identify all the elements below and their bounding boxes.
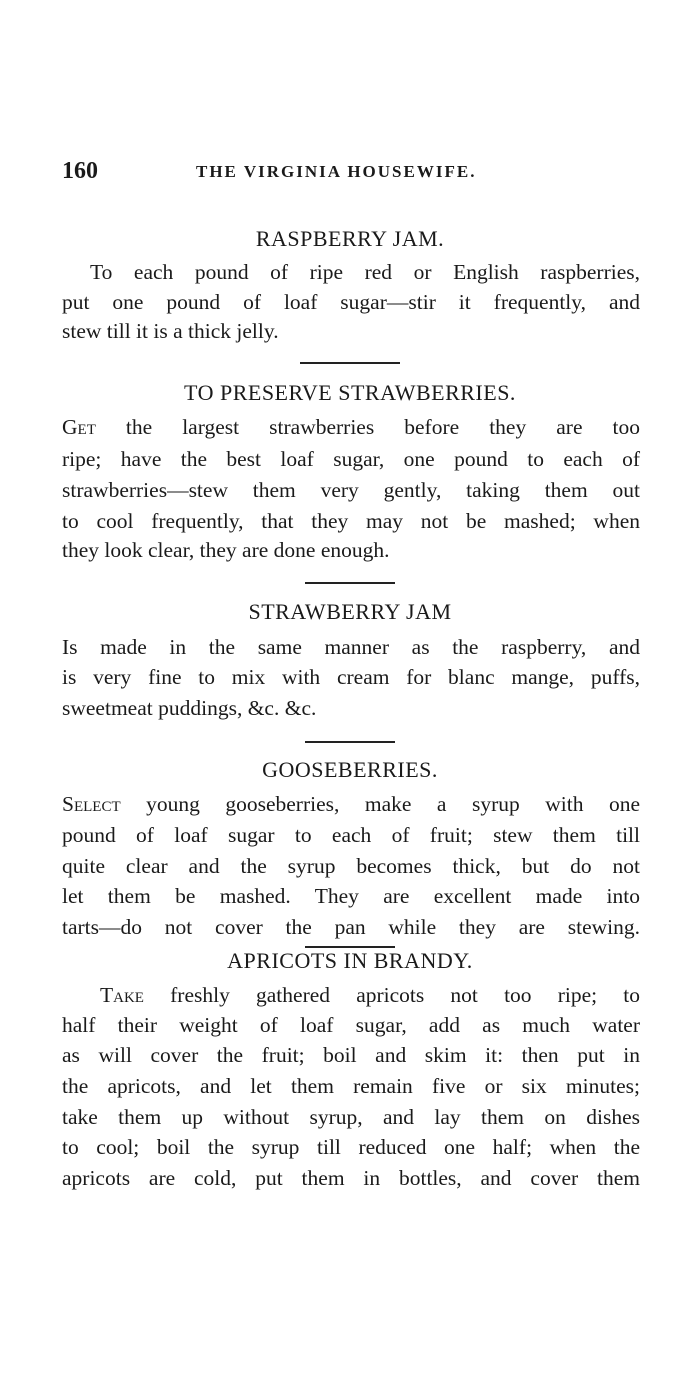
running-title: THE VIRGINIA HOUSEWIFE. xyxy=(196,162,477,181)
paragraph-line: take them up without syrup, and lay them on dishes xyxy=(62,1105,640,1129)
lead-word: Take xyxy=(100,983,144,1007)
section-title: GOOSEBERRIES. xyxy=(262,757,438,782)
paragraph-line: half their weight of loaf sugar, add as much water xyxy=(62,1013,640,1037)
section-divider xyxy=(305,741,395,743)
section-divider xyxy=(305,582,395,584)
paragraph-line: is very fine to mix with cream for blanc mange, puffs, xyxy=(62,665,640,689)
line-text: the largest strawberries before they are too xyxy=(95,415,640,439)
section-title: STRAWBERRY JAM xyxy=(248,599,452,624)
lead-word: Select xyxy=(62,792,121,816)
section-divider xyxy=(300,362,400,364)
paragraph-line: Is made in the same manner as the raspberry, and xyxy=(62,635,640,659)
line-text: young gooseberries, make a syrup with one xyxy=(120,792,640,816)
line-text: freshly gathered apricots not too ripe; to xyxy=(143,983,640,1007)
paragraph-line: ripe; have the best loaf sugar, one pound to each of xyxy=(62,447,640,471)
section-title: TO PRESERVE STRAWBERRIES. xyxy=(184,380,516,405)
paragraph-line: To each pound of ripe red or English raspberries, xyxy=(90,260,640,284)
page-number: 160 xyxy=(62,158,98,184)
paragraph-line: strawberries—stew them very gently, taking them out xyxy=(62,478,640,502)
section-title: RASPBERRY JAM. xyxy=(255,226,445,251)
paragraph-line: pound of loaf sugar to each of fruit; stew them till xyxy=(62,823,640,847)
paragraph-line: to cool; boil the syrup till reduced one half; when the xyxy=(62,1135,640,1159)
paragraph-line: put one pound of loaf sugar—stir it frequently, and xyxy=(62,290,640,314)
paragraph-line xyxy=(100,980,640,1010)
paragraph-line: sweetmeat puddings, &c. &c. xyxy=(62,696,317,720)
paragraph-line: the apricots, and let them remain five or six minutes; xyxy=(62,1074,640,1098)
paragraph-line: let them be mashed. They are excellent made into xyxy=(62,884,640,908)
paragraph-line: apricots are cold, put them in bottles, and cover them xyxy=(62,1166,640,1190)
paragraph-line xyxy=(62,412,640,442)
lead-word: Get xyxy=(62,415,96,439)
paragraph-line: to cool frequently, that they may not be mashed; when xyxy=(62,509,640,533)
paragraph-line: quite clear and the syrup becomes thick, but do not xyxy=(62,854,640,878)
paragraph-line: tarts—do not cover the pan while they are stewing. xyxy=(62,915,640,939)
paragraph-line: as will cover the fruit; boil and skim it: then put in xyxy=(62,1043,640,1067)
paragraph-line xyxy=(62,789,640,819)
paragraph-line: they look clear, they are done enough. xyxy=(62,538,390,562)
section-title: APRICOTS IN BRANDY. xyxy=(227,948,473,973)
paragraph-line: stew till it is a thick jelly. xyxy=(62,319,279,343)
